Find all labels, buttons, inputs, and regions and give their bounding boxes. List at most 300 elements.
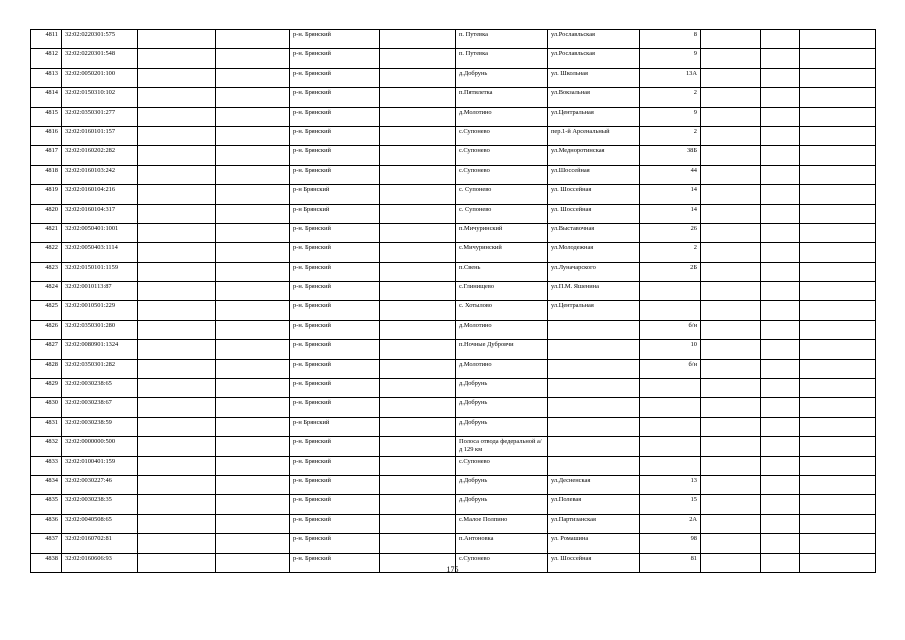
- row-number-cell: 4818: [31, 165, 62, 184]
- blank-cell: [761, 165, 800, 184]
- blank-cell: [761, 398, 800, 417]
- blank-cell: [761, 340, 800, 359]
- row-number-cell: 4817: [31, 146, 62, 165]
- blank-cell: [800, 456, 876, 475]
- district-cell: р-н. Брянский: [290, 553, 380, 572]
- blank-cell: [138, 204, 216, 223]
- blank-cell: [800, 514, 876, 533]
- blank-cell: [701, 126, 761, 145]
- house-number-cell: 13А: [640, 68, 701, 87]
- row-number-cell: 4829: [31, 379, 62, 398]
- blank-cell: [380, 398, 456, 417]
- district-cell: р-н. Брянский: [290, 534, 380, 553]
- blank-cell: [800, 243, 876, 262]
- locality-cell: д.Молотино: [456, 359, 548, 378]
- street-cell: ул. Школьная: [548, 68, 640, 87]
- locality-cell: д.Добрунь: [456, 398, 548, 417]
- blank-cell: [380, 68, 456, 87]
- table-row: [31, 126, 876, 145]
- row-number-cell: 4811: [31, 30, 62, 49]
- blank-cell: [800, 126, 876, 145]
- district-cell: р-н. Брянский: [290, 340, 380, 359]
- blank-cell: [701, 359, 761, 378]
- house-number-cell: 2Б: [640, 262, 701, 281]
- locality-cell: д.Добрунь: [456, 68, 548, 87]
- cadastral-number-cell: 32:02:0150101:1159: [62, 262, 138, 281]
- house-number-cell: 14: [640, 204, 701, 223]
- blank-cell: [216, 495, 290, 514]
- blank-cell: [138, 88, 216, 107]
- blank-cell: [380, 262, 456, 281]
- blank-cell: [138, 185, 216, 204]
- blank-cell: [138, 456, 216, 475]
- blank-cell: [761, 126, 800, 145]
- blank-cell: [761, 223, 800, 242]
- blank-cell: [701, 223, 761, 242]
- blank-cell: [761, 437, 800, 456]
- blank-cell: [216, 534, 290, 553]
- cadastral-number-cell: 32:02:0000000:500: [62, 437, 138, 456]
- blank-cell: [701, 456, 761, 475]
- street-cell: [548, 398, 640, 417]
- blank-cell: [216, 68, 290, 87]
- table-row: [31, 49, 876, 68]
- locality-cell: с.Глинищево: [456, 282, 548, 301]
- house-number-cell: [640, 437, 701, 456]
- cadastral-number-cell: 32:02:0050403:1114: [62, 243, 138, 262]
- cadastral-number-cell: 32:02:0160104:317: [62, 204, 138, 223]
- blank-cell: [138, 417, 216, 436]
- blank-cell: [800, 146, 876, 165]
- row-number-cell: 4813: [31, 68, 62, 87]
- street-cell: ул.Десненская: [548, 475, 640, 494]
- row-number-cell: 4812: [31, 49, 62, 68]
- table-row: [31, 107, 876, 126]
- blank-cell: [800, 301, 876, 320]
- house-number-cell: 2: [640, 88, 701, 107]
- locality-cell: п.Пятилетка: [456, 88, 548, 107]
- row-number-cell: 4828: [31, 359, 62, 378]
- blank-cell: [701, 68, 761, 87]
- row-number-cell: 4825: [31, 301, 62, 320]
- table-row: [31, 379, 876, 398]
- blank-cell: [380, 243, 456, 262]
- district-cell: р-н Брянский: [290, 185, 380, 204]
- street-cell: ул.Выставочная: [548, 223, 640, 242]
- district-cell: р-н. Брянский: [290, 456, 380, 475]
- district-cell: р-н. Брянский: [290, 262, 380, 281]
- street-cell: ул.Полевая: [548, 495, 640, 514]
- cadastral-number-cell: 32:02:0080901:1324: [62, 340, 138, 359]
- blank-cell: [761, 68, 800, 87]
- house-number-cell: 98: [640, 534, 701, 553]
- blank-cell: [380, 320, 456, 339]
- blank-cell: [701, 185, 761, 204]
- blank-cell: [800, 49, 876, 68]
- cadastral-number-cell: 32:02:0030238:59: [62, 417, 138, 436]
- district-cell: р-н Брянский: [290, 204, 380, 223]
- blank-cell: [138, 243, 216, 262]
- street-cell: ул.Шоссейная: [548, 165, 640, 184]
- row-number-cell: 4831: [31, 417, 62, 436]
- street-cell: [548, 456, 640, 475]
- blank-cell: [800, 398, 876, 417]
- house-number-cell: [640, 398, 701, 417]
- blank-cell: [380, 204, 456, 223]
- house-number-cell: 10: [640, 340, 701, 359]
- house-number-cell: [640, 456, 701, 475]
- table-row: [31, 30, 876, 49]
- blank-cell: [380, 379, 456, 398]
- street-cell: ул. Шоссейная: [548, 553, 640, 572]
- cadastral-number-cell: 32:02:0150310:102: [62, 88, 138, 107]
- blank-cell: [380, 146, 456, 165]
- house-number-cell: 26: [640, 223, 701, 242]
- blank-cell: [761, 475, 800, 494]
- blank-cell: [800, 107, 876, 126]
- table-row: [31, 514, 876, 533]
- locality-cell: д.Добрунь: [456, 475, 548, 494]
- blank-cell: [380, 126, 456, 145]
- blank-cell: [216, 126, 290, 145]
- blank-cell: [800, 437, 876, 456]
- blank-cell: [701, 165, 761, 184]
- blank-cell: [800, 340, 876, 359]
- blank-cell: [138, 262, 216, 281]
- blank-cell: [216, 417, 290, 436]
- row-number-cell: 4836: [31, 514, 62, 533]
- row-number-cell: 4837: [31, 534, 62, 553]
- blank-cell: [701, 514, 761, 533]
- district-cell: р-н. Брянский: [290, 282, 380, 301]
- street-cell: ул.Медноротинская: [548, 146, 640, 165]
- blank-cell: [761, 243, 800, 262]
- district-cell: р-н. Брянский: [290, 359, 380, 378]
- blank-cell: [138, 514, 216, 533]
- locality-cell: с.Супонево: [456, 146, 548, 165]
- row-number-cell: 4823: [31, 262, 62, 281]
- district-cell: р-н. Брянский: [290, 379, 380, 398]
- street-cell: ул.Партизанская: [548, 514, 640, 533]
- blank-cell: [761, 359, 800, 378]
- blank-cell: [138, 379, 216, 398]
- blank-cell: [216, 379, 290, 398]
- blank-cell: [701, 107, 761, 126]
- blank-cell: [701, 475, 761, 494]
- blank-cell: [701, 88, 761, 107]
- blank-cell: [800, 262, 876, 281]
- district-cell: р-н. Брянский: [290, 495, 380, 514]
- blank-cell: [800, 495, 876, 514]
- blank-cell: [138, 398, 216, 417]
- locality-cell: п.Ночные Дубровчи: [456, 340, 548, 359]
- locality-cell: с.Супонево: [456, 553, 548, 572]
- blank-cell: [380, 88, 456, 107]
- blank-cell: [216, 30, 290, 49]
- blank-cell: [800, 68, 876, 87]
- table-row: [31, 282, 876, 301]
- blank-cell: [800, 417, 876, 436]
- street-cell: [548, 340, 640, 359]
- district-cell: р-н Брянский: [290, 417, 380, 436]
- cadastral-number-cell: 32:02:0030238:65: [62, 379, 138, 398]
- table-row: [31, 88, 876, 107]
- blank-cell: [701, 417, 761, 436]
- blank-cell: [701, 243, 761, 262]
- house-number-cell: [640, 379, 701, 398]
- locality-cell: д.Молотино: [456, 107, 548, 126]
- blank-cell: [380, 185, 456, 204]
- cadastral-number-cell: 32:02:0160202:282: [62, 146, 138, 165]
- table-row: [31, 417, 876, 436]
- cadastral-number-cell: 32:02:0050401:1001: [62, 223, 138, 242]
- table-row: [31, 456, 876, 475]
- blank-cell: [701, 379, 761, 398]
- table-row: [31, 204, 876, 223]
- street-cell: ул. Шоссейная: [548, 204, 640, 223]
- blank-cell: [701, 340, 761, 359]
- blank-cell: [701, 301, 761, 320]
- blank-cell: [216, 88, 290, 107]
- blank-cell: [761, 185, 800, 204]
- cadastral-number-cell: 32:02:0050201:100: [62, 68, 138, 87]
- blank-cell: [380, 359, 456, 378]
- blank-cell: [380, 475, 456, 494]
- blank-cell: [701, 437, 761, 456]
- table-row: [31, 320, 876, 339]
- street-cell: [548, 417, 640, 436]
- blank-cell: [800, 165, 876, 184]
- street-cell: ул. Шоссейная: [548, 185, 640, 204]
- locality-cell: д.Добрунь: [456, 495, 548, 514]
- blank-cell: [761, 320, 800, 339]
- blank-cell: [138, 282, 216, 301]
- cadastral-number-cell: 32:02:0160606:93: [62, 553, 138, 572]
- district-cell: р-н. Брянский: [290, 320, 380, 339]
- blank-cell: [761, 49, 800, 68]
- street-cell: ул.П.М. Яшенина: [548, 282, 640, 301]
- blank-cell: [216, 185, 290, 204]
- cadastral-number-cell: 32:02:0220301:575: [62, 30, 138, 49]
- blank-cell: [380, 495, 456, 514]
- district-cell: р-н. Брянский: [290, 301, 380, 320]
- street-cell: ул.Центральная: [548, 301, 640, 320]
- locality-cell: с.Супонево: [456, 456, 548, 475]
- district-cell: р-н. Брянский: [290, 514, 380, 533]
- district-cell: р-н. Брянский: [290, 165, 380, 184]
- blank-cell: [216, 107, 290, 126]
- blank-cell: [800, 534, 876, 553]
- blank-cell: [800, 204, 876, 223]
- blank-cell: [800, 379, 876, 398]
- house-number-cell: 14: [640, 185, 701, 204]
- blank-cell: [761, 107, 800, 126]
- house-number-cell: [640, 417, 701, 436]
- blank-cell: [138, 359, 216, 378]
- table-row: [31, 340, 876, 359]
- blank-cell: [800, 185, 876, 204]
- blank-cell: [216, 340, 290, 359]
- blank-cell: [380, 417, 456, 436]
- row-number-cell: 4833: [31, 456, 62, 475]
- locality-cell: с.Малое Полпино: [456, 514, 548, 533]
- table-row: [31, 165, 876, 184]
- blank-cell: [380, 49, 456, 68]
- blank-cell: [216, 262, 290, 281]
- row-number-cell: 4838: [31, 553, 62, 572]
- table-row: [31, 243, 876, 262]
- blank-cell: [380, 30, 456, 49]
- cadastral-register-table: [30, 29, 876, 573]
- blank-cell: [138, 495, 216, 514]
- row-number-cell: 4832: [31, 437, 62, 456]
- blank-cell: [761, 204, 800, 223]
- blank-cell: [138, 534, 216, 553]
- blank-cell: [138, 475, 216, 494]
- blank-cell: [138, 68, 216, 87]
- street-cell: [548, 379, 640, 398]
- blank-cell: [138, 320, 216, 339]
- row-number-cell: 4815: [31, 107, 62, 126]
- table-row: [31, 495, 876, 514]
- district-cell: р-н. Брянский: [290, 88, 380, 107]
- table-row: [31, 223, 876, 242]
- locality-cell: п.Антоновка: [456, 534, 548, 553]
- locality-cell: п.Свень: [456, 262, 548, 281]
- cadastral-number-cell: 32:02:0100401:159: [62, 456, 138, 475]
- street-cell: [548, 359, 640, 378]
- table-row: [31, 398, 876, 417]
- row-number-cell: 4834: [31, 475, 62, 494]
- table-row: [31, 301, 876, 320]
- row-number-cell: 4827: [31, 340, 62, 359]
- house-number-cell: 81: [640, 553, 701, 572]
- locality-cell: п.Мичуринский: [456, 223, 548, 242]
- blank-cell: [216, 514, 290, 533]
- district-cell: р-н. Брянский: [290, 126, 380, 145]
- blank-cell: [761, 495, 800, 514]
- blank-cell: [800, 282, 876, 301]
- blank-cell: [701, 320, 761, 339]
- row-number-cell: 4835: [31, 495, 62, 514]
- blank-cell: [761, 146, 800, 165]
- blank-cell: [800, 475, 876, 494]
- blank-cell: [761, 379, 800, 398]
- house-number-cell: [640, 301, 701, 320]
- blank-cell: [701, 262, 761, 281]
- district-cell: р-н. Брянский: [290, 437, 380, 456]
- district-cell: р-н. Брянский: [290, 107, 380, 126]
- house-number-cell: 44: [640, 165, 701, 184]
- blank-cell: [761, 301, 800, 320]
- blank-cell: [800, 320, 876, 339]
- locality-cell: с.Супонево: [456, 126, 548, 145]
- blank-cell: [380, 165, 456, 184]
- street-cell: ул.Рославльская: [548, 30, 640, 49]
- locality-cell: д.Добрунь: [456, 417, 548, 436]
- blank-cell: [761, 417, 800, 436]
- row-number-cell: 4819: [31, 185, 62, 204]
- district-cell: р-н. Брянский: [290, 68, 380, 87]
- blank-cell: [138, 165, 216, 184]
- table-row: [31, 534, 876, 553]
- district-cell: р-н. Брянский: [290, 30, 380, 49]
- blank-cell: [138, 30, 216, 49]
- street-cell: ул.Луначарского: [548, 262, 640, 281]
- blank-cell: [138, 301, 216, 320]
- locality-cell: п. Путевка: [456, 30, 548, 49]
- house-number-cell: 2: [640, 243, 701, 262]
- street-cell: ул.Вокзальная: [548, 88, 640, 107]
- blank-cell: [761, 30, 800, 49]
- row-number-cell: 4822: [31, 243, 62, 262]
- table-row: [31, 68, 876, 87]
- street-cell: ул. Ромашина: [548, 534, 640, 553]
- blank-cell: [800, 88, 876, 107]
- blank-cell: [701, 495, 761, 514]
- street-cell: ул.Рославльская: [548, 49, 640, 68]
- table-row: [31, 437, 876, 456]
- row-number-cell: 4826: [31, 320, 62, 339]
- blank-cell: [216, 320, 290, 339]
- blank-cell: [216, 204, 290, 223]
- locality-cell: с. Супонево: [456, 185, 548, 204]
- row-number-cell: 4816: [31, 126, 62, 145]
- locality-cell: с. Супонево: [456, 204, 548, 223]
- blank-cell: [138, 49, 216, 68]
- blank-cell: [761, 88, 800, 107]
- house-number-cell: 13: [640, 475, 701, 494]
- cadastral-number-cell: 32:02:0160104:216: [62, 185, 138, 204]
- blank-cell: [701, 398, 761, 417]
- row-number-cell: 4820: [31, 204, 62, 223]
- locality-cell: д.Добрунь: [456, 379, 548, 398]
- locality-cell: п. Путевка: [456, 49, 548, 68]
- district-cell: р-н. Брянский: [290, 243, 380, 262]
- blank-cell: [216, 49, 290, 68]
- page-number: 175: [446, 565, 459, 574]
- blank-cell: [380, 534, 456, 553]
- blank-cell: [380, 340, 456, 359]
- cadastral-number-cell: 32:02:0160101:157: [62, 126, 138, 145]
- row-number-cell: 4824: [31, 282, 62, 301]
- cadastral-number-cell: 32:02:0350301:277: [62, 107, 138, 126]
- blank-cell: [216, 475, 290, 494]
- blank-cell: [216, 223, 290, 242]
- cadastral-number-cell: 32:02:0220301:548: [62, 49, 138, 68]
- district-cell: р-н. Брянский: [290, 146, 380, 165]
- blank-cell: [138, 146, 216, 165]
- blank-cell: [701, 534, 761, 553]
- district-cell: р-н. Брянский: [290, 398, 380, 417]
- blank-cell: [380, 107, 456, 126]
- blank-cell: [761, 262, 800, 281]
- blank-cell: [138, 107, 216, 126]
- blank-cell: [800, 359, 876, 378]
- cadastral-number-cell: 32:02:0030238:35: [62, 495, 138, 514]
- house-number-cell: [640, 282, 701, 301]
- locality-cell: с.Мичуринский: [456, 243, 548, 262]
- blank-cell: [380, 456, 456, 475]
- cadastral-number-cell: 32:02:0030227:46: [62, 475, 138, 494]
- house-number-cell: 38Б: [640, 146, 701, 165]
- table-row: [31, 146, 876, 165]
- blank-cell: [380, 282, 456, 301]
- district-cell: р-н. Брянский: [290, 49, 380, 68]
- blank-cell: [380, 437, 456, 456]
- district-cell: р-н. Брянский: [290, 223, 380, 242]
- house-number-cell: 9: [640, 107, 701, 126]
